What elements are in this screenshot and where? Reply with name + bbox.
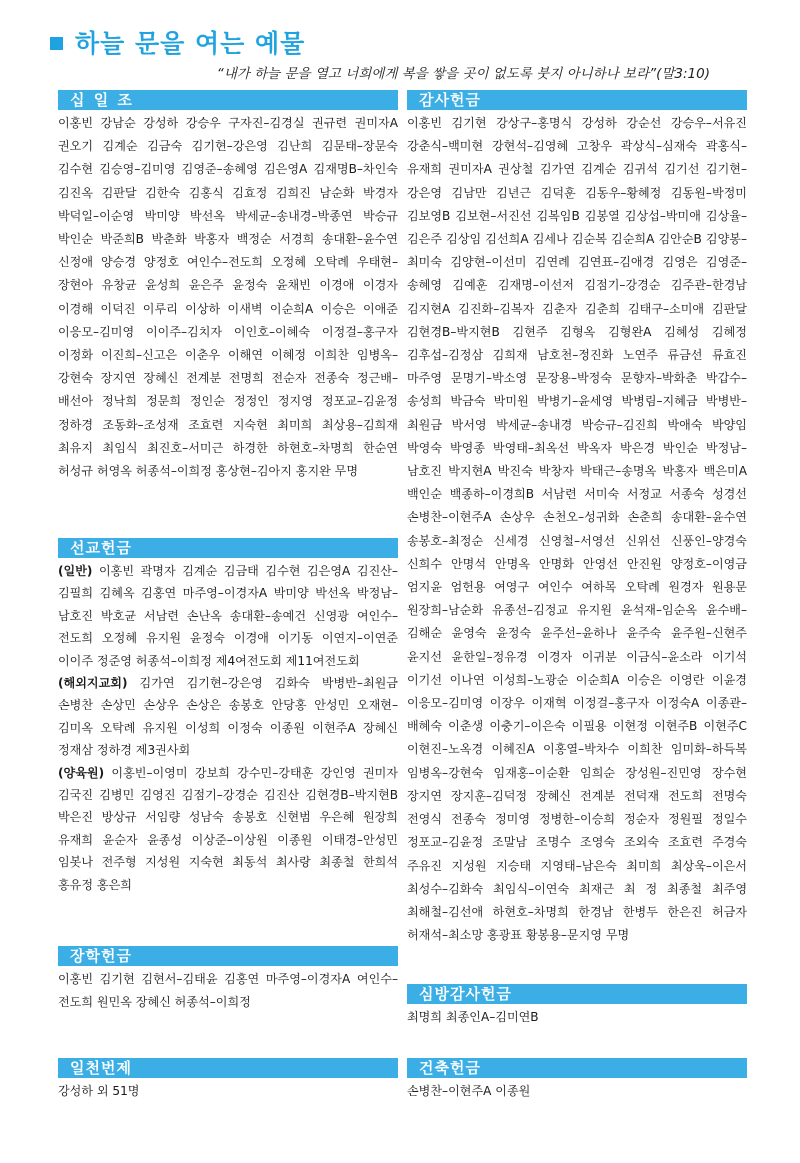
building-section <box>407 1058 747 1103</box>
bible-verse: “내가 하늘 문을 열고 너희에게 복을 쌓을 곳이 없도록 붓지 아니하나 보라”(말3:10) <box>216 66 710 82</box>
page-title: 하늘 문을 여는 예물 <box>75 29 306 58</box>
mission-heading: 선교헌금 <box>58 538 398 558</box>
title-bullet-icon <box>50 37 63 50</box>
mission-general-tag: (일반) <box>58 564 93 578</box>
mission-general-names: 이홍빈 곽명자 김계순 김금태 김수현 김은영A 김진산–김필희 김혜옥 김홍연 마주영–이경자A 박미양 박선옥 박정남–남호진 박호균 서남련 손난옥 송대환–송예건 신영광 여인수–전도희 오정혜 유지원 윤정숙 이경애 이기동 이연지–이연준 이이주 정준영 허종석–이희정 제4여전도회 제11여전도회 <box>58 564 398 668</box>
thousand-offering-heading: 일천번제 <box>58 1058 398 1078</box>
mission-general-group <box>58 560 398 672</box>
visit-thanks-heading: 심방감사헌금 <box>407 984 747 1004</box>
mission-orphan-tag: (양육원) <box>58 765 105 780</box>
thanks-section <box>407 90 747 947</box>
building-names: 손병찬–이현주A 이종원 <box>407 1084 531 1098</box>
building-heading: 건축헌금 <box>407 1058 747 1078</box>
mission-overseas-tag: (해외지교회) <box>58 676 128 691</box>
tithe-section <box>58 90 398 483</box>
visit-thanks-section <box>407 984 747 1029</box>
tithe-names: 이홍빈 강남순 강성하 강승우 구자진–김경실 권규련 권미자A 권오기 김계순 김금숙 김기현–강은영 김난희 김문태–장문숙 김수현 김승영–김미영 김영준–송혜영 김은영A 김재명B–차인숙 김진옥 김판달 김한숙 김홍식 김효정 김희진 남순화 박경자 박덕일–이순영 박미양 박선옥 박세균–송내경–박종연 박승규 박인순 박준희B 박춘화 박홍자 백정순 서경희 송대환–윤수연 신정애 양승경 양정호 여인수–전도희 오정혜 오탁례 우태현–장현아 유창균 윤성희 윤은주 윤정숙 윤채빈 이경애 이경자 이경해 이덕진 이루리 이상하 이새벽 이순희A 이승은 이애준 이응모–김미영 이이주–김치자 이인호–이혜숙 이정걸–홍구자 이정화 이진희–신고은 이춘우 이해연 이혜정 이희찬 임병옥–강현숙 장지연 장혜신 전계분 전명희 전순자 전종숙 정근배–배선아 정낙희 정문희 정인순 정정인 정지영 정포교–김윤정 정하경 조동화–조성재 조효련 지숙현 최미희 최상용–김희재 최유지 최임식 최진호–서미근 하경한 하현호–차명희 한순연 허성규 허영옥 허종석–이희정 홍상현–김아지 홍지완 무명 <box>58 116 398 479</box>
scholarship-names: 이홍빈 김기현 김현서–김태윤 김홍연 마주영–이경자A 여인수–전도희 원민옥 장혜신 허종석–이희정 <box>58 972 398 1010</box>
mission-overseas-group <box>58 672 398 762</box>
mission-orphan-names: 이홍빈–이영미 강보희 강수민–강태훈 강인영 권미자 김국진 김병민 김영진 김점기–강경순 김진산 김현경B–박지현B 박은진 방상규 서임량 성남숙 송봉호 신현범 우은혜 원장희 유재희 윤순자 윤종성 이상준–이상원 이종원 이태경–안성민 임봇나 전주형 지성원 지숙현 최동석 최사랑 최종철 한희석 홍유정 홍은희 <box>58 765 398 892</box>
thanks-names: 이홍빈 김기현 강상구–홍명식 강성하 강순선 강승우–서유진 강춘식–백미현 강현석–김영혜 고창우 곽상식–심재숙 곽홍식–유재희 권미자A 권상철 김가연 김계순 김귀석 김기선 김기현–강은영 김남만 김년근 김덕훈 김동우–황혜정 김동원–박정미 김보영B 김보현–서진선 김복임B 김봉열 김상섭–박미애 김상율–김은주 김상임 김선희A 김세나 김순복 김순희A 김안순B 김양봉–최미숙 김양현–이선미 김연례 김연표–김애경 김영은 김영준–송혜영 김예훈 김재명–이선저 김점기–강경순 김주관–한경남 김지현A 김진화–김복자 김춘자 김춘희 김태구–소미애 김판달 김현경B–박지현B 김현주 김형옥 김형완A 김혜성 김혜정 김후섭–김정삼 김희재 남호천–정진화 노연주 류금선 류효진 마주영 문명기–박소영 문장용–박정숙 문향자–박화춘 박갑수–송성희 박금숙 박미원 박병기–윤세영 박병림–지혜금 박병반–최원금 박서영 박세균–송내경 박승규–김진희 박애숙 박양임 박영숙 박영종 박영태–최옥선 박옥자 박은경 박인순 박정남–남호진 박지현A 박진숙 박창자 박태근–송명옥 박홍자 백은미A 백인순 백종하–이경희B 서남련 서미숙 서정교 서종숙 성경선 손병찬–이현주A 손상우 손천오–성귀화 손춘희 송대환–윤수연 송봉호–최정순 신세경 신영철–서영선 신위선 신풍인–양경숙 신희수 안명석 안명옥 안명화 안영선 안진원 양정호–이영금 엄지윤 엄헌용 여영구 여인수 여하목 오탁례 원경자 원용문 원장희–남순화 유종선–김정교 유지원 윤석재–임순옥 윤수배–김해순 윤영숙 윤정숙 윤주선–윤하나 윤주숙 윤주원–신현주 윤지선 윤한일–정유경 이경자 이귀분 이금식–윤소라 이기석 이기선 이나연 이성희–노광순 이순희A 이승은 이영란 이윤경 이응모–김미영 이장우 이재혁 이정걸–홍구자 이정숙A 이종관–배혜숙 이춘생 이충기–이은숙 이필용 이현정 이현주B 이현주C 이현진–노옥경 이혜진A 이홍열–박차수 이희찬 임미화–하득복 임병옥–강현숙 임재홍–이순환 임희순 장성원–진민영 장수현 장지연 장지훈–김덕정 장혜신 전계분 전덕재 전도희 전명숙 전영식 전종숙 정미영 정병한–이승희 정순자 정원필 정일수 정포교–김윤정 조말남 조명수 조영숙 조외숙 조효련 주경숙 주유진 지성원 지승태 지영태–남은숙 최미희 최상욱–이은서 최성수–김화숙 최임식–이연숙 최재근 최 정 최종철 최주영 최해철–김선애 하현호–차명희 한경남 한병두 한은진 허금자 허재석–최소망 홍광표 황봉용–문지영 무명 <box>407 116 747 943</box>
mission-overseas-names: 김가연 김기현–강은영 김화숙 박병반–최원금 손병찬 손상민 손상우 손상은 송봉호 안당홍 안성민 오재현–김미옥 오탁례 유지원 이성희 이정숙 이종원 이현주A 장혜신 정재삼 정하경 제3권사회 <box>58 676 398 758</box>
mission-section <box>58 538 398 896</box>
mission-orphan-group <box>58 762 398 896</box>
scholarship-heading: 장학헌금 <box>58 946 398 966</box>
thanks-heading: 감사헌금 <box>407 90 747 110</box>
mission-body <box>58 560 398 896</box>
tithe-heading: 십 일 조 <box>58 90 398 110</box>
scholarship-section <box>58 946 398 1014</box>
thousand-offering-section <box>58 1058 398 1103</box>
thousand-offering-names: 강성하 외 51명 <box>58 1084 140 1098</box>
page-title-row <box>50 24 305 60</box>
visit-thanks-names: 최명희 최종인A–김미연B <box>407 1010 539 1024</box>
